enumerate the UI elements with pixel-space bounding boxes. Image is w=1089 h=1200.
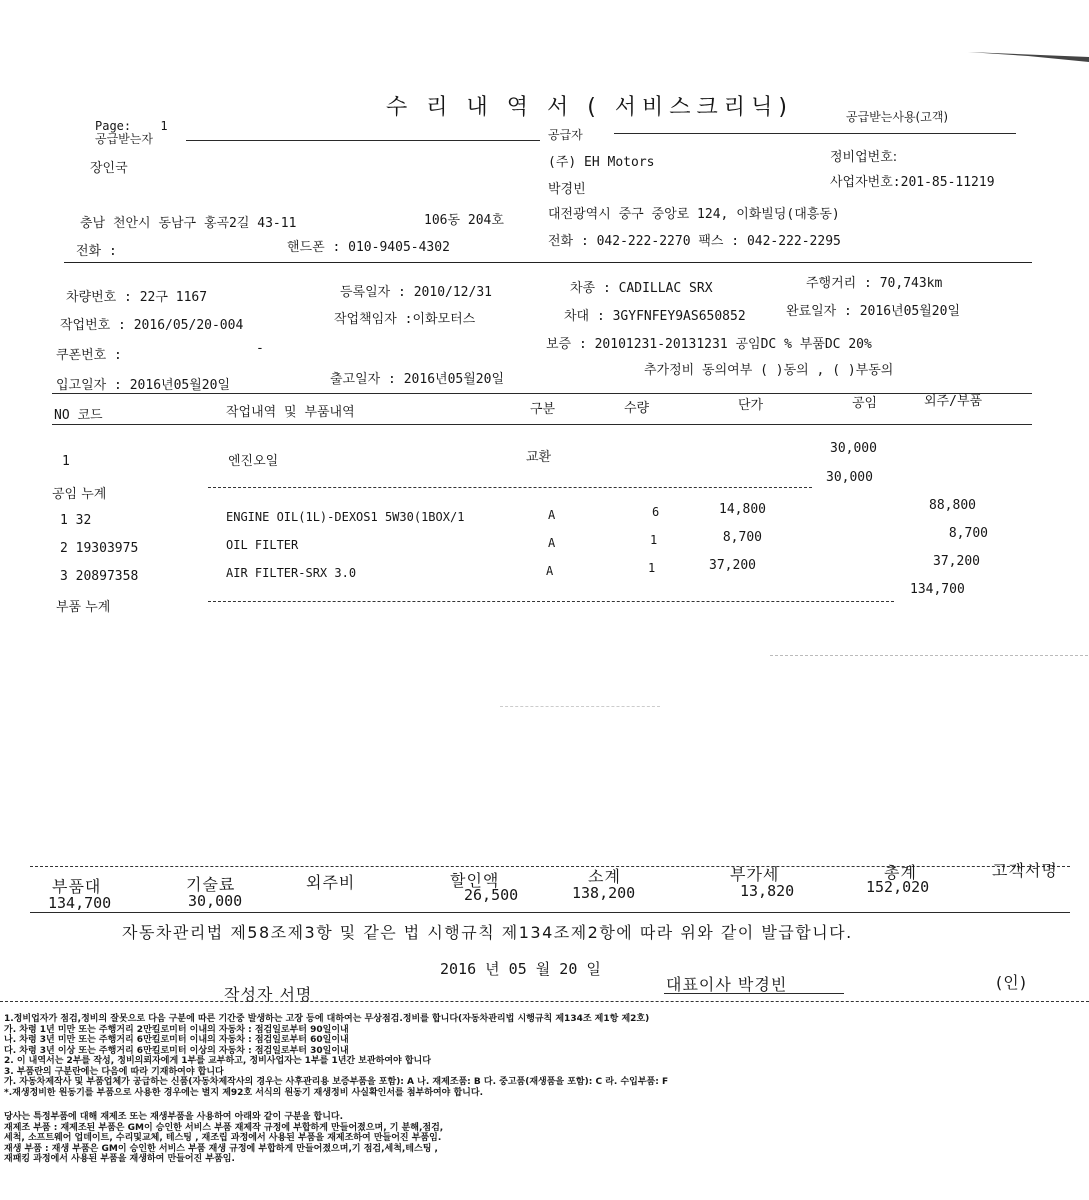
labor-row-description: 엔진오일 (228, 454, 279, 469)
vehicle-plate: 차량번호 : 22구 1167 (66, 290, 208, 305)
note-line: 가. 차령 1년 미만 또는 주행거리 2만킬로미터 이내의 자동차 : 점검일로부터 90일이내 (4, 1024, 349, 1035)
coupon-label: 쿠폰번호 : (56, 348, 122, 363)
totals-outsource-label: 외주비 (306, 873, 356, 892)
part-row-description: AIR FILTER-SRX 3.0 (226, 566, 357, 580)
issue-date: 2016 년 05 월 20 일 (440, 960, 601, 978)
part-row-qty: 1 (650, 533, 658, 547)
note-line: 재패킹 과정에서 사용된 부품을 재생하여 만들어진 부품임. (4, 1154, 235, 1164)
warranty-info: 보증 : 20101231-20131231 공임DC % 부품DC 20% (546, 337, 872, 352)
labor-subtotal-label: 공임 누계 (52, 487, 107, 502)
registration-date: 등록일자 : 2010/12/31 (340, 285, 492, 300)
part-row-description: ENGINE OIL(1L)-DEXOS1 5W30(1BOX/1 (226, 510, 465, 524)
coupon-value: - (256, 341, 264, 356)
scan-artifact-mark (968, 50, 1089, 64)
part-row-unit-price: 37,200 (709, 558, 756, 573)
extra-service-consent: 추가정비 동의여부 ( )동의 , ( )부동의 (644, 363, 894, 378)
ceo-underline (664, 993, 844, 994)
part-row-unit-price: 14,800 (719, 502, 766, 517)
note-line: 2. 이 내역서는 2부를 작성, 정비의뢰자에게 1부를 교부하고, 정비사업자는 1부를 1년간 보관하여야 합니다 (4, 1056, 431, 1066)
col-header-description: 작업내역 및 부품내역 (226, 405, 355, 420)
parts-subtotal-label: 부품 누계 (56, 600, 111, 615)
note-line (4, 1098, 668, 1112)
totals-discount-label: 할인액 (450, 871, 500, 890)
customer-copy-label: 공급받는사용(고객) (846, 110, 949, 124)
note-line: 다. 차령 3년 이상 또는 주행거리 6만킬로미터 이상의 자동차 : 점검일로부터 30일이내 (4, 1045, 349, 1056)
labor-subtotal-amount: 30,000 (826, 470, 873, 485)
note-line: 재생 부품 : 재생 부품은 GM이 승인한 서비스 부품 재생 규정에 부합하게 만들어졌으며,기 점검,세척,테스팅 , (4, 1143, 438, 1154)
totals-parts-label: 부품대 (52, 877, 102, 896)
work-number: 작업번호 : 2016/05/20-004 (60, 318, 244, 333)
col-header-outsource-parts: 외주/부품 (924, 394, 983, 409)
note-line: 1.정비업자가 점검,정비의 잘못으로 다음 구분에 따른 기간중 발생하는 고장 등에 대하여는 무상점검.정비를 합니다(자동차관리법 시행규칙 제134조 제1항 제2호) (4, 1014, 650, 1024)
labor-row-amount: 30,000 (830, 441, 877, 456)
part-row-unit-price: 8,700 (722, 530, 762, 545)
totals-tech-label: 기술료 (186, 875, 236, 894)
part-row-amount: 37,200 (933, 554, 980, 569)
part-row-type: A (548, 536, 556, 550)
note-line: 세척, 소프트웨어 업데이트, 수리및교체, 테스팅 , 재조립 과정에서 사용된 부품을 재제조하여 만들어진 부품임. (4, 1133, 442, 1143)
part-row-no-code: 1 32 (60, 513, 92, 528)
service-license-label: 정비업번호: (830, 150, 898, 165)
recipient-address: 충남 천안시 동남구 홍곡2길 43-11 (80, 216, 297, 231)
parts-subtotal-amount: 134,700 (910, 582, 965, 597)
business-number: 사업자번호:201-85-11219 (830, 175, 995, 190)
page-number: 1 (160, 119, 168, 133)
mileage: 주행거리 : 70,743km (806, 276, 943, 291)
labor-row-type: 교환 (526, 450, 552, 465)
page-label-text: Page: (95, 119, 132, 133)
supplier-phone-fax: 전화 : 042-222-2270 팩스 : 042-222-2295 (548, 234, 841, 249)
recipient-unit: 106동 204호 (424, 213, 504, 228)
totals-total-value: 152,020 (866, 878, 930, 896)
recipient-name: 장인국 (90, 161, 128, 176)
totals-parts-value: 134,700 (48, 894, 112, 912)
supplier-representative: 박경빈 (548, 182, 586, 197)
part-row-amount: 8,700 (948, 526, 988, 541)
note-line: *.재생정비한 원동기를 부품으로 사용한 경우에는 별지 제92호 서식의 원동기 재생정비 사실확인서를 첨부하여야 합니다. (4, 1087, 483, 1098)
supplier-label: 공급자 (548, 128, 583, 142)
note-line: 재제조 부품 : 재제조된 부품은 GM이 승인한 서비스 부품 재제작 규정에 부합하게 만들어졌으며, 기 분해,점검, (4, 1122, 444, 1133)
col-header-type: 구분 (530, 402, 556, 417)
part-row-qty: 1 (648, 561, 656, 575)
part-row-no-code: 3 20897358 (60, 569, 139, 584)
totals-vat-label: 부가세 (730, 865, 780, 884)
vin: 차대 : 3GYFNFEY9AS650852 (564, 309, 746, 324)
recipient-phone-label: 전화 : (76, 244, 117, 259)
out-date: 출고일자 : 2016년05월20일 (330, 372, 504, 387)
labor-row-no: 1 (62, 454, 70, 469)
completion-date: 완료일자 : 2016년05월20일 (786, 304, 960, 319)
vehicle-model: 차종 : CADILLAC SRX (570, 281, 713, 296)
recipient-label-rule (186, 140, 540, 141)
work-manager: 작업책임자 :이화모터스 (334, 312, 476, 327)
col-header-labor: 공임 (852, 396, 878, 411)
legal-statement: 자동차관리법 제58조제3항 및 같은 법 시행규칙 제134조제2항에 따라 위와 같이 발급합니다. (122, 923, 853, 942)
totals-total-label: 총계 (884, 863, 917, 882)
scan-noise-line (500, 706, 660, 707)
recipient-mobile: 핸드폰 : 010-9405-4302 (287, 240, 450, 255)
totals-vat-value: 13,820 (740, 882, 795, 900)
totals-subtotal-label: 소계 (588, 867, 621, 886)
supplier-company: (주) EH Motors (548, 155, 655, 170)
header-divider (64, 262, 1032, 263)
totals-discount-value: 26,500 (464, 886, 519, 904)
info-divider (52, 393, 1032, 394)
part-row-no-code: 2 19303975 (60, 541, 139, 556)
totals-tech-value: 30,000 (188, 892, 243, 910)
note-line: 나. 차령 3년 미만 또는 주행거리 6만킬로미터 이내의 자동차 : 점검일로부터 60일이내 (4, 1035, 349, 1045)
col-header-qty: 수량 (624, 401, 650, 416)
note-line: 가. 자동차제작사 및 부품업체가 공급하는 신품(자동차제작사의 경우는 사후관리용 보증부품을 포함): A 나. 재제조품: B 다. 중고품(재생품을 포함): C 라. 수입부품: F (4, 1077, 669, 1087)
totals-bottom-rule (30, 912, 1070, 913)
supplier-label-rule (614, 133, 1016, 134)
col-header-unit-price: 단가 (738, 398, 764, 413)
parts-subtotal-rule (208, 601, 894, 602)
note-line: 당사는 특정부품에 대해 재제조 또는 재생부품을 사용하여 아래와 같이 구분을 합니다. (4, 1112, 344, 1122)
table-header-rule (52, 424, 1032, 425)
note-line: 3. 부품란의 구분란에는 다음에 따라 기재하여야 합니다 (4, 1066, 224, 1077)
part-row-amount: 88,800 (929, 498, 976, 513)
part-row-type: A (548, 508, 556, 522)
ceo-name: 대표이사 박경빈 (666, 975, 788, 994)
recipient-label: 공급받는자 (95, 132, 153, 146)
seal-mark: (인) (996, 973, 1027, 992)
notes-block (4, 1014, 668, 1165)
author-signature-label: 작성자 서명 (224, 985, 313, 1004)
labor-subtotal-rule (208, 487, 812, 488)
document-title: 수 리 내 역 서 ( 서비스크리닉) (386, 95, 793, 120)
scan-noise-line (770, 655, 1088, 656)
part-row-type: A (546, 564, 554, 578)
totals-subtotal-value: 138,200 (572, 884, 636, 902)
supplier-address: 대전광역시 중구 중앙로 124, 이화빌딩(대흥동) (548, 207, 840, 222)
customer-signature-label: 고객서명 (992, 861, 1058, 880)
col-header-no-code: NO 코드 (54, 408, 103, 423)
part-row-qty: 6 (652, 505, 660, 519)
in-date: 입고일자 : 2016년05월20일 (56, 378, 230, 393)
notes-top-rule (0, 1001, 1089, 1002)
part-row-description: OIL FILTER (226, 538, 299, 552)
